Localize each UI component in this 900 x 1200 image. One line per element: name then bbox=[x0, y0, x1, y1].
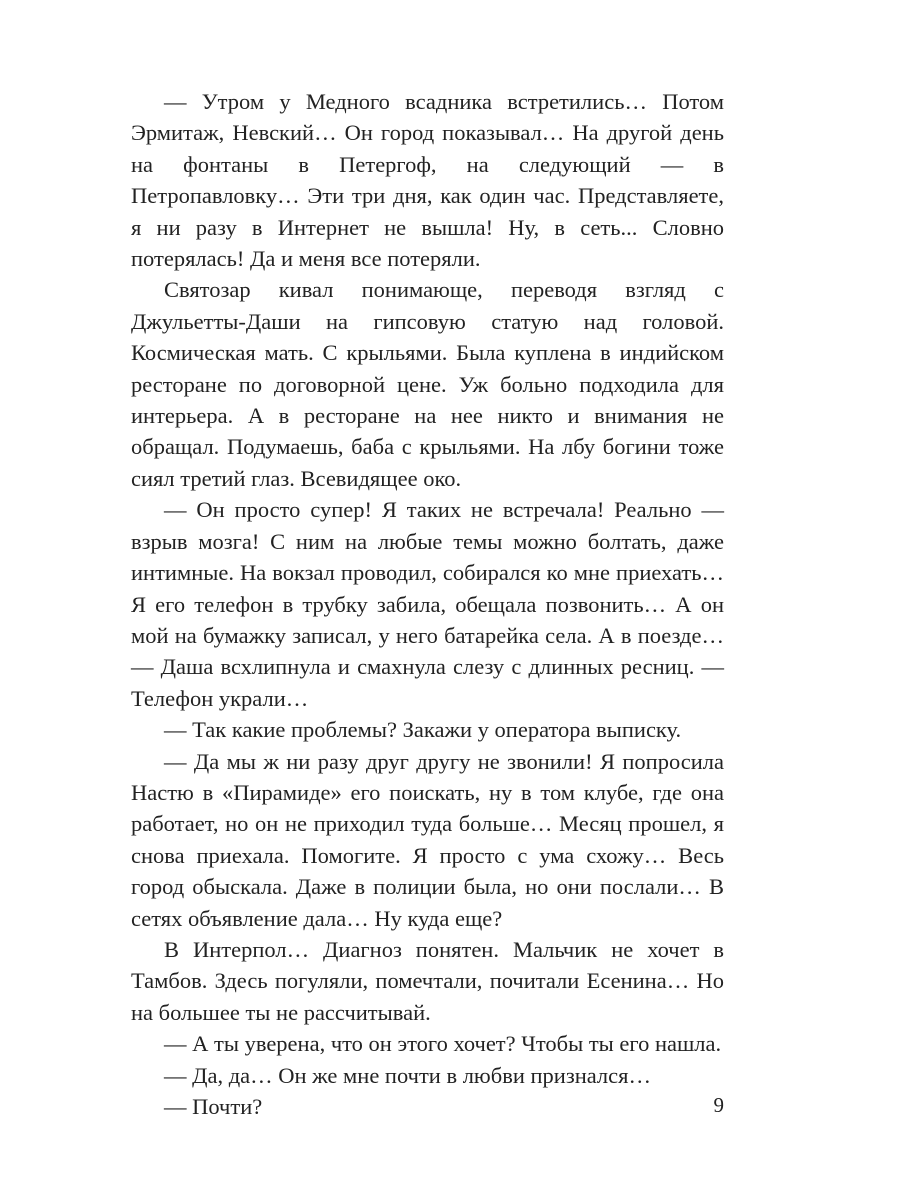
paragraph: — Да мы ж ни разу друг другу не звонили! Я попросила Настю в «Пирамиде» его поискать, ну в том клубе, где она работает, но он не приходил туда больше… Месяц прошел, я снова приехала. Помогите. Я просто с ума схожу… Весь город обыскала. Даже в полиции была, но они послали… В сетях объявление дала… Ну куда еще? bbox=[131, 748, 724, 931]
paragraph: — Утром у Медного всадника встретились… Потом Эрмитаж, Невский… Он город показывал… На другой день на фонтаны в Петергоф, на следующий — в Петропавловку… Эти три дня, как один час. Представляете, я ни разу в Интернет не вышла! Ну, в сеть... Словно потерялась! Да и меня все потеряли. bbox=[131, 89, 724, 272]
paragraph: — Почти? bbox=[164, 1094, 263, 1119]
paragraph: — Так какие проблемы? Закажи у оператора выписку. bbox=[164, 717, 682, 743]
page-number: 9 bbox=[713, 1093, 724, 1117]
body-text bbox=[131, 86, 724, 1122]
paragraph: В Интерпол… Диагноз понятен. Мальчик не хочет в Тамбов. Здесь погуляли, помечтали, почитали Есенина… Но на большее ты не рассчитывай. bbox=[131, 936, 724, 1025]
paragraph: — А ты уверена, что он этого хочет? Чтобы ты его нашла. bbox=[164, 1031, 722, 1057]
paragraph: — Да, да… Он же мне почти в любви признался… bbox=[164, 1062, 651, 1088]
paragraph: — Он просто супер! Я таких не встречала! Реально — взрыв мозга! С ним на любые темы можно болтать, даже интимные. На вокзал проводил, собирался ко мне приехать… Я его телефон в трубку забила, обещала позвонить… А он мой на бумажку записал, у него батарейка села. А в поезде… — Даша всхлипнула и смахнула слезу с длинных ресниц. — Телефон украли… bbox=[131, 497, 724, 711]
paragraph: Святозар кивал понимающе, переводя взгляд с Джульетты-Даши на гипсовую статую над головой. Космическая мать. С крыльями. Была куплена в индийском ресторане по договорной цене. Уж больно подходила для интерьера. А в ресторане на нее никто и внимания не обращал. Подумаешь, баба с крыльями. На лбу богини тоже сиял третий глаз. Всевидящее око. bbox=[131, 277, 724, 491]
